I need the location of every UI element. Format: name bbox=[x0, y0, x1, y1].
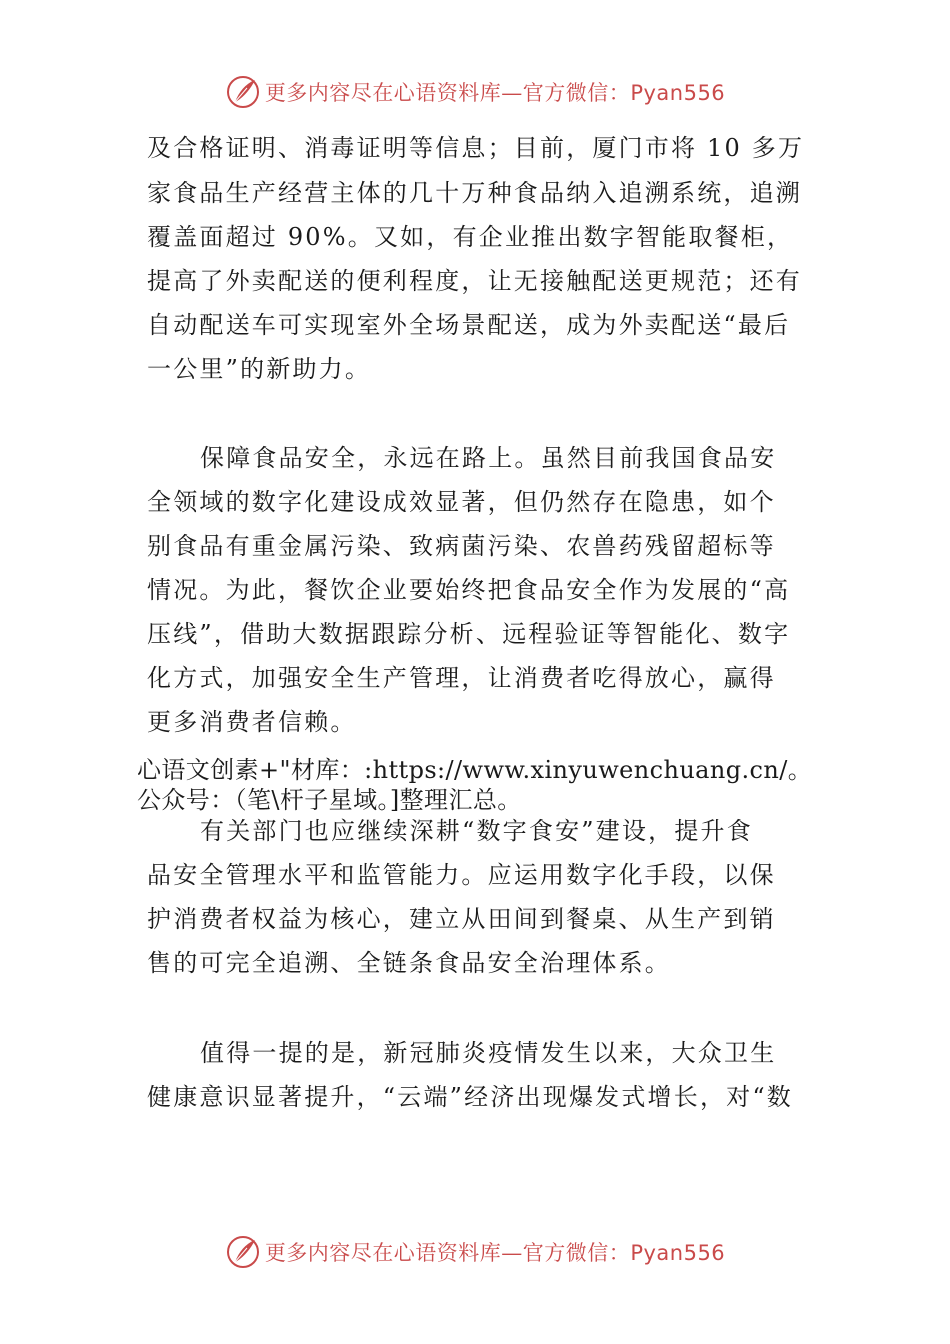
paragraph-2-line-4: 情况。为此，餐饮企业要始终把食品安全作为发展的“高 bbox=[147, 576, 791, 604]
watermark-wechat-id: Pyan556 bbox=[630, 81, 726, 105]
source-notice-line-2: 公众号：（笔\杆子星域。]整理汇总。 bbox=[137, 786, 522, 814]
paragraph-2-line-5: 压线”，借助大数据跟踪分析、远程验证等智能化、数字 bbox=[147, 620, 791, 648]
paragraph-2-line-6: 化方式，加强安全生产管理，让消费者吃得放心，赢得 bbox=[147, 664, 776, 692]
paragraph-1-line-3: 覆盖面超过 90%。又如，有企业推出数字智能取餐柜， bbox=[147, 223, 794, 251]
paragraph-1-line-6: 一公里”的新助力。 bbox=[147, 355, 372, 383]
quill-feather-icon bbox=[225, 1234, 261, 1270]
paragraph-4-line-1: 值得一提的是，新冠肺炎疫情发生以来，大众卫生 bbox=[200, 1039, 777, 1067]
watermark-label: 更多内容尽在心语资料库—官方微信： bbox=[264, 1241, 631, 1265]
watermark-wechat-id: Pyan556 bbox=[630, 1241, 726, 1265]
paragraph-1-line-5: 自动配送车可实现室外全场景配送，成为外卖配送“最后 bbox=[147, 311, 791, 339]
paragraph-1-line-4: 提高了外卖配送的便利程度，让无接触配送更规范；还有 bbox=[147, 267, 802, 295]
page-footer-watermark bbox=[0, 1232, 950, 1272]
watermark-text bbox=[265, 1237, 725, 1267]
source-notice-line-1: 心语文创素+"材库：:https://www.xinyuwenchuang.cn/。 bbox=[137, 756, 813, 784]
paragraph-3-line-2: 品安全管理水平和监管能力。应运用数字化手段，以保 bbox=[147, 861, 776, 889]
paragraph-2-line-7: 更多消费者信赖。 bbox=[147, 708, 357, 736]
paragraph-2-line-1: 保障食品安全，永远在路上。虽然目前我国食品安 bbox=[200, 444, 777, 472]
paragraph-3-line-3: 护消费者权益为核心，建立从田间到餐桌、从生产到销 bbox=[147, 905, 776, 933]
paragraph-4-line-2: 健康意识显著提升，“云端”经济出现爆发式增长，对“数 bbox=[147, 1083, 794, 1111]
paragraph-2-line-3: 别食品有重金属污染、致病菌污染、农兽药残留超标等 bbox=[147, 532, 776, 560]
paragraph-3-line-4: 售的可完全追溯、全链条食品安全治理体系。 bbox=[147, 949, 671, 977]
paragraph-3-line-1: 有关部门也应继续深耕“数字食安”建设，提升食 bbox=[200, 817, 753, 845]
paragraph-1-line-1: 及合格证明、消毒证明等信息；目前，厦门市将 10 多万 bbox=[147, 134, 805, 162]
paragraph-2-line-2: 全领域的数字化建设成效显著，但仍然存在隐患，如个 bbox=[147, 488, 776, 516]
watermark-label: 更多内容尽在心语资料库—官方微信： bbox=[264, 81, 631, 105]
paragraph-1-line-2: 家食品生产经营主体的几十万种食品纳入追溯系统，追溯 bbox=[147, 179, 802, 207]
